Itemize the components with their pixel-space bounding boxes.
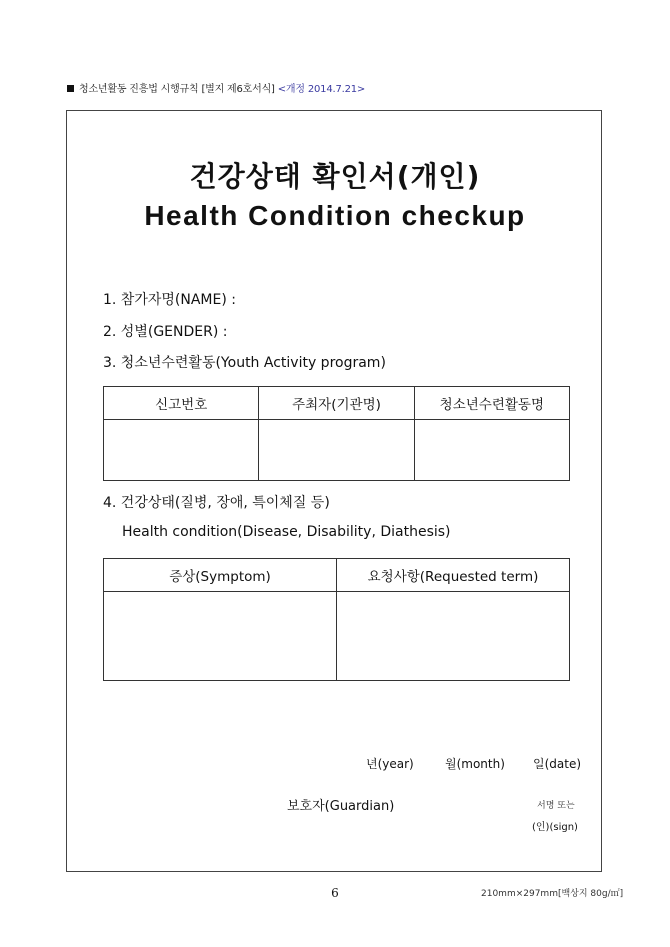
table-row xyxy=(104,592,570,681)
date-month-label: 월(month) xyxy=(445,757,505,771)
date-day-label: 일(date) xyxy=(533,757,582,771)
date-year-label: 년(year) xyxy=(366,757,414,771)
program-table xyxy=(103,386,570,481)
cell-organizer[interactable] xyxy=(259,420,414,481)
col-requested-term: 요청사항(Requested term) xyxy=(337,559,570,592)
cell-symptom[interactable] xyxy=(104,592,337,681)
square-bullet-icon xyxy=(67,85,74,92)
form-header-note xyxy=(67,80,365,95)
header-revision-text: <개정 2014.7.21> xyxy=(277,84,366,95)
cell-activity-name[interactable] xyxy=(414,420,569,481)
item-name: 1. 참가자명(NAME) : xyxy=(103,292,236,308)
page-number: 6 xyxy=(331,886,339,900)
table-header-row xyxy=(104,559,570,592)
cell-requested-term[interactable] xyxy=(337,592,570,681)
title-english: Health Condition checkup xyxy=(144,200,526,231)
sign-label: (인)(sign) xyxy=(532,822,578,833)
item-health: 4. 건강상태(질병, 장애, 특이체질 등) xyxy=(103,495,330,511)
health-table xyxy=(103,558,570,681)
title-korean: 건강상태 확인서(개인) xyxy=(189,160,481,193)
table-row xyxy=(104,420,570,481)
col-activity-name: 청소년수련활동명 xyxy=(414,387,569,420)
col-organizer: 주최자(기관명) xyxy=(259,387,414,420)
guardian-label: 보호자(Guardian) xyxy=(287,799,395,814)
item-gender: 2. 성별(GENDER) : xyxy=(103,324,228,340)
col-report-number: 신고번호 xyxy=(104,387,259,420)
item-program: 3. 청소년수련활동(Youth Activity program) xyxy=(103,355,386,371)
sign-note: 서명 또는 xyxy=(537,801,575,811)
item-health-english: Health condition(Disease, Disability, Diathesis) xyxy=(122,524,451,540)
header-law-text: 청소년활동 진흥법 시행규칙 [별지 제6호서식] xyxy=(79,84,275,95)
paper-spec: 210mm×297mm[백상지 80g/㎡] xyxy=(481,889,624,899)
col-symptom: 증상(Symptom) xyxy=(104,559,337,592)
cell-report-number[interactable] xyxy=(104,420,259,481)
table-header-row xyxy=(104,387,570,420)
